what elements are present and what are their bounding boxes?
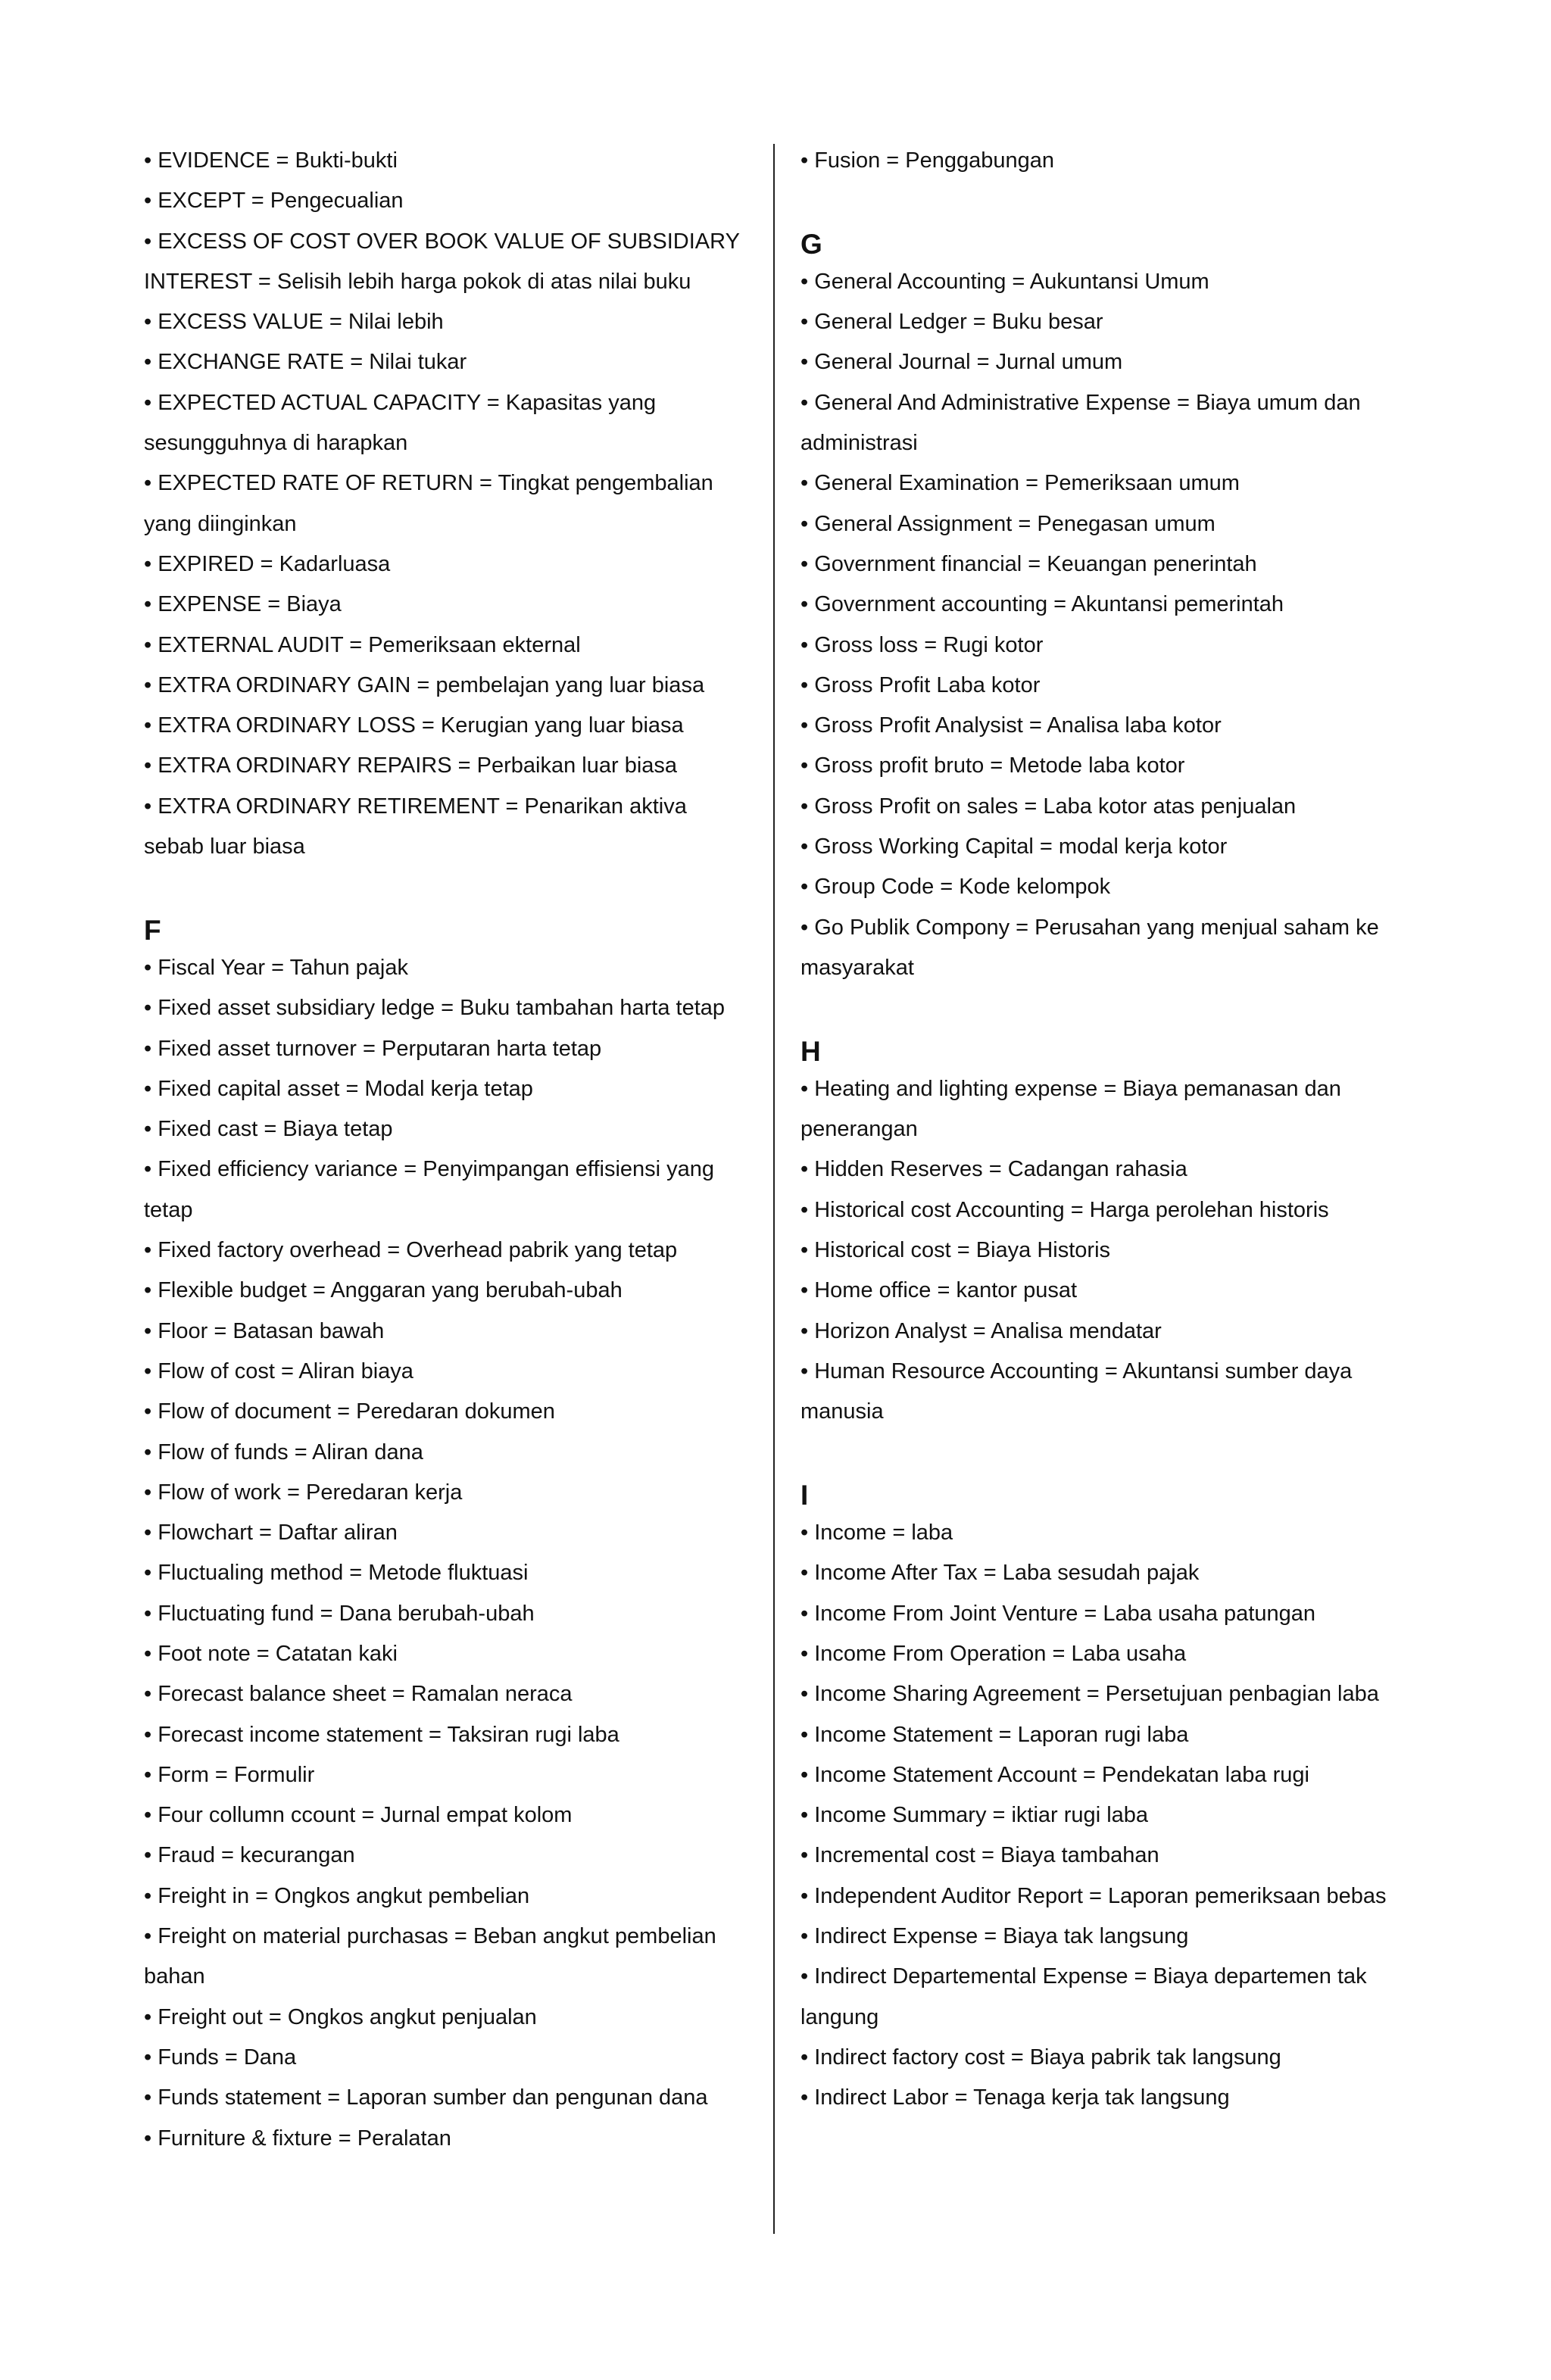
glossary-entry: • General Accounting = Aukuntansi Umum xyxy=(800,269,1209,294)
glossary-entry: • General Examination = Pemeriksaan umum xyxy=(800,471,1240,496)
glossary-entry: • Human Resource Accounting = Akuntansi sumber daya manusia xyxy=(800,1358,1353,1424)
glossary-entry: • Fluctuating fund = Dana berubah-ubah xyxy=(144,1601,535,1626)
section-letter-g: G xyxy=(800,228,822,260)
glossary-entry: • Indirect Departemental Expense = Biaya departemen tak langung xyxy=(800,1964,1367,2029)
glossary-entry: • Government financial = Keuangan penerintah xyxy=(800,551,1257,576)
glossary-entry: • EXTRA ORDINARY LOSS = Kerugian yang luar biasa xyxy=(144,713,684,738)
glossary-entry: • Income Statement Account = Pendekatan laba rugi xyxy=(800,1762,1309,1787)
glossary-entry: • Incremental cost = Biaya tambahan xyxy=(800,1843,1159,1868)
glossary-entry: • EVIDENCE = Bukti-bukti xyxy=(144,148,398,173)
glossary-entry: • EXCHANGE RATE = Nilai tukar xyxy=(144,350,467,375)
glossary-entry: • Gross Profit Analysist = Analisa laba kotor xyxy=(800,713,1222,738)
glossary-entry: • EXTRA ORDINARY GAIN = pembelajan yang luar biasa xyxy=(144,672,705,697)
section-h xyxy=(800,1029,1421,1433)
glossary-entry: • Indirect factory cost = Biaya pabrik tak langsung xyxy=(800,2045,1281,2070)
glossary-entry: • Flow of cost = Aliran biaya xyxy=(144,1358,413,1383)
glossary-entry: • EXCESS VALUE = Nilai lebih xyxy=(144,310,444,335)
glossary-entry: • Fiscal Year = Tahun pajak xyxy=(144,955,408,980)
glossary-entry: • Gross profit bruto = Metode laba kotor xyxy=(800,753,1185,778)
glossary-entry: • EXCEPT = Pengecualian xyxy=(144,189,404,214)
left-column xyxy=(144,141,750,2159)
section-gap xyxy=(800,181,1421,221)
glossary-entry: • Fixed factory overhead = Overhead pabrik yang tetap xyxy=(144,1238,678,1263)
intro-entries-left xyxy=(144,141,750,867)
glossary-entry: • Fixed capital asset = Modal kerja tetap xyxy=(144,1076,533,1101)
section-letter-h: H xyxy=(800,1035,821,1067)
section-letter-f: F xyxy=(144,914,161,946)
section-i xyxy=(800,1473,1421,2119)
glossary-entry: • Income After Tax = Laba sesudah pajak xyxy=(800,1561,1200,1586)
glossary-entry: • Income Summary = iktiar rugi laba xyxy=(800,1803,1149,1828)
glossary-entry: • Four collumn ccount = Jurnal empat kolom xyxy=(144,1803,573,1828)
glossary-entry: • EXPIRED = Kadarluasa xyxy=(144,551,391,576)
glossary-entry: • Flowchart = Daftar aliran xyxy=(144,1521,398,1546)
glossary-entry: • EXPENSE = Biaya xyxy=(144,592,342,617)
glossary-entry: • General Assignment = Penegasan umum xyxy=(800,511,1216,536)
glossary-entry: • Furniture & fixture = Peralatan xyxy=(144,2126,451,2151)
glossary-entry: • Fraud = kecurangan xyxy=(144,1843,355,1868)
glossary-entry: • Go Publik Compony = Perusahan yang menjual saham ke masyarakat xyxy=(800,915,1379,980)
glossary-entry: • Income = laba xyxy=(800,1521,953,1546)
glossary-entry: • Fixed asset subsidiary ledge = Buku tambahan harta tetap xyxy=(144,996,726,1021)
glossary-entry: • Floor = Batasan bawah xyxy=(144,1318,385,1343)
glossary-entry: • Hidden Reserves = Cadangan rahasia xyxy=(800,1157,1187,1182)
section-letter-i: I xyxy=(800,1479,809,1511)
glossary-entry: • Form = Formulir xyxy=(144,1762,315,1787)
intro-entries-right xyxy=(800,141,1421,181)
column-divider xyxy=(773,144,775,2234)
glossary-entry: • Foot note = Catatan kaki xyxy=(144,1641,398,1666)
glossary-entry: • Historical cost = Biaya Historis xyxy=(800,1238,1111,1263)
glossary-entry: • Freight out = Ongkos angkut penjualan xyxy=(144,2004,537,2029)
section-gap xyxy=(800,988,1421,1028)
glossary-entry: • Income From Joint Venture = Laba usaha patungan xyxy=(800,1601,1316,1626)
glossary-entry: • Home office = kantor pusat xyxy=(800,1278,1078,1303)
glossary-entry: • General And Administrative Expense = Biaya umum dan administrasi xyxy=(800,390,1361,456)
glossary-entry: • Freight in = Ongkos angkut pembelian xyxy=(144,1883,530,1908)
section-gap xyxy=(144,867,750,907)
right-column xyxy=(800,141,1421,2119)
glossary-entry: • Gross Profit Laba kotor xyxy=(800,672,1041,697)
glossary-entry: • Heating and lighting expense = Biaya pemanasan dan penerangan xyxy=(800,1076,1341,1142)
glossary-entry: • Gross loss = Rugi kotor xyxy=(800,632,1044,657)
glossary-entry: • General Ledger = Buku besar xyxy=(800,310,1103,335)
glossary-entry: • EXPECTED ACTUAL CAPACITY = Kapasitas yang sesungguhnya di harapkan xyxy=(144,390,657,456)
glossary-entry: • Forecast balance sheet = Ramalan neraca xyxy=(144,1682,573,1707)
glossary-entry: • General Journal = Jurnal umum xyxy=(800,350,1123,375)
glossary-entry: • Flow of document = Peredaran dokumen xyxy=(144,1399,555,1424)
glossary-entry: • Government accounting = Akuntansi pemerintah xyxy=(800,592,1284,617)
glossary-entry: • Horizon Analyst = Analisa mendatar xyxy=(800,1318,1162,1343)
section-gap xyxy=(800,1433,1421,1473)
glossary-entry: • EXTRA ORDINARY RETIREMENT = Penarikan aktiva sebab luar biasa xyxy=(144,794,687,859)
glossary-entry: • Funds statement = Laporan sumber dan pengunan dana xyxy=(144,2085,708,2110)
glossary-entry: • Fluctualing method = Metode fluktuasi xyxy=(144,1561,529,1586)
section-g xyxy=(800,222,1421,989)
glossary-entry: • Flow of work = Peredaran kerja xyxy=(144,1480,463,1505)
glossary-entry: • Fusion = Penggabungan xyxy=(800,148,1055,173)
section-f xyxy=(144,908,750,2159)
glossary-entry: • EXTERNAL AUDIT = Pemeriksaan ekternal xyxy=(144,632,581,657)
glossary-entry: • Indirect Labor = Tenaga kerja tak langsung xyxy=(800,2085,1230,2110)
glossary-entry: • Gross Profit on sales = Laba kotor atas penjualan xyxy=(800,794,1297,819)
glossary-entry: • EXTRA ORDINARY REPAIRS = Perbaikan luar biasa xyxy=(144,753,678,778)
glossary-entry: • Income Statement = Laporan rugi laba xyxy=(800,1722,1189,1747)
glossary-entry: • EXPECTED RATE OF RETURN = Tingkat pengembalian yang diinginkan xyxy=(144,471,713,536)
glossary-entry: • Funds = Dana xyxy=(144,2045,297,2070)
glossary-entry: • Flexible budget = Anggaran yang berubah-ubah xyxy=(144,1278,623,1303)
glossary-entry: • Independent Auditor Report = Laporan pemeriksaan bebas xyxy=(800,1883,1387,1908)
glossary-entry: • Flow of funds = Aliran dana xyxy=(144,1440,423,1464)
glossary-entry: • Historical cost Accounting = Harga perolehan historis xyxy=(800,1197,1329,1222)
glossary-entry: • Gross Working Capital = modal kerja kotor xyxy=(800,834,1228,859)
glossary-entry: • Fixed cast = Biaya tetap xyxy=(144,1117,393,1142)
glossary-entry: • Indirect Expense = Biaya tak langsung xyxy=(800,1924,1189,1949)
glossary-entry: • Fixed asset turnover = Perputaran harta tetap xyxy=(144,1036,602,1061)
glossary-entry: • EXCESS OF COST OVER BOOK VALUE OF SUBSIDIARY INTEREST = Selisih lebih harga pokok di atas nilai buku xyxy=(144,229,740,294)
glossary-entry: • Forecast income statement = Taksiran rugi laba xyxy=(144,1722,619,1747)
glossary-entry: • Fixed efficiency variance = Penyimpangan effisiensi yang tetap xyxy=(144,1157,715,1222)
glossary-entry: • Income From Operation = Laba usaha xyxy=(800,1641,1187,1666)
glossary-entry: • Freight on material purchasas = Beban angkut pembelian bahan xyxy=(144,1924,716,1989)
glossary-entry: • Income Sharing Agreement = Persetujuan penbagian laba xyxy=(800,1682,1379,1707)
glossary-entry: • Group Code = Kode kelompok xyxy=(800,875,1111,900)
